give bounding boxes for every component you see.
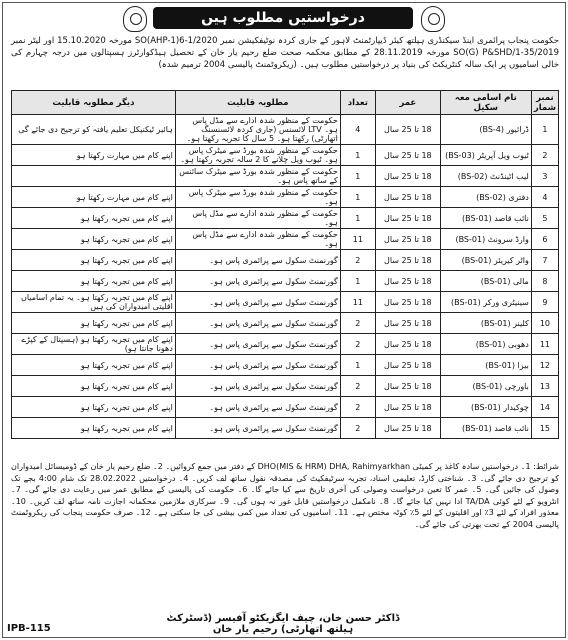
table-header-row	[12, 91, 559, 115]
serial-cell: 5	[531, 208, 558, 229]
age-cell: 18 تا 25 سال	[375, 376, 440, 397]
qualification-cell: گورنمنٹ سکول سے پرائمری پاس ہو۔	[175, 376, 340, 397]
ad-code: IPB-115	[7, 623, 51, 634]
age-cell: 18 تا 25 سال	[375, 418, 440, 439]
qualification-cell: حکومت کے منظور شدہ ادارے سے مڈل پاس ہو۔ LTV لائسنس (جاری کردہ لائسنسنگ اتھارٹی) رکھتا ہو۔ 5 سال کا تجربہ رکھتا ہو۔	[175, 115, 340, 145]
serial-cell: 13	[531, 376, 558, 397]
count-cell: 2	[340, 313, 375, 334]
intro-paragraph: حکومت پنجاب پرائمری اینڈ سیکنڈری ہیلتھ کیئر ڈیپارٹمنٹ لاہور کے جاری کردہ نوٹیفکیشن نمبر SO(AHP-1)6-1/2020 مورخہ 15.10.2020 اور لیٹر نمبر SO(G) P&SHD/1-35/2019 مورخہ 28.11.2019 کے مطابق محکمہ صحت ضلع رحیم یار خان کے تحصیل ہیڈکوارٹرز ہسپتالوں میں درجہ چہارم کی خالی اسامیوں پر ایک سالہ کنٹریکٹ کی بنیاد پر درخواستیں مطلوب ہیں۔ (ریکروٹمنٹ پالیسی 2004 ترمیم شدہ)	[11, 36, 560, 70]
count-cell: 1	[340, 166, 375, 187]
other-qualification-cell: اپنے کام میں تجربہ رکھتا ہو	[12, 355, 176, 376]
post-cell: مالی (BS-01)	[440, 271, 531, 292]
qualification-cell: گورنمنٹ سکول سے پرائمری پاس ہو۔	[175, 397, 340, 418]
page-title: درخواستیں مطلوب ہیں	[153, 7, 413, 29]
other-qualification-cell: اپنے کام میں تجربہ رکھتا ہو	[12, 271, 176, 292]
table-row	[12, 355, 559, 376]
count-cell: 1	[340, 271, 375, 292]
table-row	[12, 334, 559, 355]
advertisement-page	[2, 2, 566, 638]
qualification-cell: حکومت کے منظور شدہ بورڈ سے میٹرک سائنس کے ساتھ پاس ہو۔	[175, 166, 340, 187]
qualification-cell: گورنمنٹ سکول سے پرائمری پاس ہو۔	[175, 313, 340, 334]
vacancies-table	[11, 90, 559, 439]
post-cell: واٹر کیریئر (BS-01)	[440, 250, 531, 271]
table-row	[12, 250, 559, 271]
serial-cell: 15	[531, 418, 558, 439]
col-post: نام اسامی معہ سکیل	[440, 91, 531, 115]
qualification-cell: حکومت کے منظور شدہ ادارے سے مڈل پاس ہو۔	[175, 208, 340, 229]
other-qualification-cell	[12, 166, 176, 187]
count-cell: 2	[340, 418, 375, 439]
government-emblem-icon	[123, 6, 147, 32]
table-row	[12, 397, 559, 418]
table-row	[12, 271, 559, 292]
serial-cell: 10	[531, 313, 558, 334]
post-cell: ڈرائیور (BS-4)	[440, 115, 531, 145]
post-cell: ٹیوب ویل آپریٹر (BS-03)	[440, 145, 531, 166]
age-cell: 18 تا 25 سال	[375, 292, 440, 313]
qualification-cell: حکومت کے منظور شدہ بورڈ سے میٹرک پاس ہو۔ ٹیوب ویل چلانے کا 2 سالہ تجربہ رکھتا ہو۔	[175, 145, 340, 166]
serial-cell: 1	[531, 115, 558, 145]
post-cell: نائب قاصد (BS-01)	[440, 418, 531, 439]
post-cell: سینیٹری ورکر (BS-01)	[440, 292, 531, 313]
serial-cell: 14	[531, 397, 558, 418]
serial-cell: 4	[531, 187, 558, 208]
count-cell: 2	[340, 397, 375, 418]
serial-cell: 8	[531, 271, 558, 292]
qualification-cell: گورنمنٹ سکول سے پرائمری پاس ہو۔	[175, 355, 340, 376]
qualification-cell: گورنمنٹ سکول سے پرائمری پاس ہو۔	[175, 271, 340, 292]
post-cell: چوکیدار (BS-01)	[440, 397, 531, 418]
other-qualification-cell: اپنے کام میں مہارت رکھتا ہو	[12, 187, 176, 208]
signature: ڈاکٹر حسن خان، چیف ایگزیکٹو آفیسر (ڈسٹرکٹ ہیلتھ اتھارٹی) رحیم یار خان	[166, 613, 400, 635]
age-cell: 18 تا 25 سال	[375, 229, 440, 250]
col-age: عمر	[375, 91, 440, 115]
count-cell: 1	[340, 145, 375, 166]
other-qualification-cell: اپنے کام میں تجربہ رکھتا ہو	[12, 397, 176, 418]
other-qualification-cell: ہائیر ٹیکنیکل تعلیم یافتہ کو ترجیح دی جائے گی	[12, 115, 176, 145]
qualification-cell: گورنمنٹ سکول سے پرائمری پاس ہو۔	[175, 292, 340, 313]
age-cell: 18 تا 25 سال	[375, 115, 440, 145]
age-cell: 18 تا 25 سال	[375, 187, 440, 208]
post-cell: لیب اٹینڈنٹ (BS-02)	[440, 166, 531, 187]
other-qualification-cell: اپنے کام میں تجربہ رکھتا ہو (ہسپتال کے کپڑے دھونا جانتا ہو)	[12, 334, 176, 355]
post-cell: وارڈ سرونٹ (BS-01)	[440, 229, 531, 250]
serial-cell: 3	[531, 166, 558, 187]
qualification-cell: حکومت کے منظور شدہ ادارے سے مڈل پاس ہو۔	[175, 229, 340, 250]
age-cell: 18 تا 25 سال	[375, 208, 440, 229]
other-qualification-cell: اپنے کام میں تجربہ رکھتا ہو	[12, 376, 176, 397]
other-qualification-cell: اپنے کام میں تجربہ رکھتا ہو	[12, 229, 176, 250]
serial-cell: 12	[531, 355, 558, 376]
table-row	[12, 229, 559, 250]
post-cell: باورچی (BS-01)	[440, 376, 531, 397]
count-cell: 1	[340, 355, 375, 376]
table-row	[12, 166, 559, 187]
table-row	[12, 208, 559, 229]
serial-cell: 11	[531, 334, 558, 355]
age-cell: 18 تا 25 سال	[375, 355, 440, 376]
qualification-cell: حکومت کے منظور شدہ بورڈ سے میٹرک پاس ہو۔	[175, 187, 340, 208]
post-cell: دھوبی (BS-01)	[440, 334, 531, 355]
count-cell: 11	[340, 229, 375, 250]
other-qualification-cell: اپنے کام میں تجربہ رکھتا ہو	[12, 418, 176, 439]
other-qualification-cell: اپنے کام میں تجربہ رکھتا ہو۔ یہ تمام اسامیاں اقلیتی امیدواران کی ہیں	[12, 292, 176, 313]
table-row	[12, 313, 559, 334]
table-row	[12, 418, 559, 439]
qualification-cell: گورنمنٹ سکول سے پرائمری پاس ہو۔	[175, 334, 340, 355]
age-cell: 18 تا 25 سال	[375, 271, 440, 292]
count-cell: 2	[340, 334, 375, 355]
count-cell: 2	[340, 250, 375, 271]
table-row	[12, 115, 559, 145]
other-qualification-cell: اپنے کام میں تجربہ رکھتا ہو	[12, 250, 176, 271]
serial-cell: 6	[531, 229, 558, 250]
age-cell: 18 تا 25 سال	[375, 313, 440, 334]
serial-cell: 7	[531, 250, 558, 271]
table-row	[12, 292, 559, 313]
age-cell: 18 تا 25 سال	[375, 397, 440, 418]
age-cell: 18 تا 25 سال	[375, 166, 440, 187]
post-cell: دفتری (BS-02)	[440, 187, 531, 208]
serial-cell: 9	[531, 292, 558, 313]
age-cell: 18 تا 25 سال	[375, 145, 440, 166]
other-qualification-cell: اپنے کام میں تجربہ رکھتا ہو	[12, 208, 176, 229]
count-cell: 2	[340, 376, 375, 397]
qualification-cell: گورنمنٹ سکول سے پرائمری پاس ہو۔	[175, 418, 340, 439]
table-row	[12, 376, 559, 397]
col-count: تعداد	[340, 91, 375, 115]
count-cell: 1	[340, 208, 375, 229]
table-row	[12, 187, 559, 208]
col-serial: نمبر شمار	[531, 91, 558, 115]
table-row	[12, 145, 559, 166]
header	[3, 3, 565, 33]
conditions-text: شرائط: 1۔ درخواستیں سادہ کاغذ پر کمیٹی DHO(MIS & HRM) DHA, Rahimyarkhan کے دفتر میں جمع کروائیں۔ 2۔ ضلع رحیم یار خان کے ڈومیسائل امیدواران کو ترجیح دی جائے گی۔ 3۔ شناختی کارڈ، تعلیمی اسناد، تجربہ سرٹیفکیٹ کی مصدقہ نقول ساتھ لف کریں۔ 4۔ درخواستیں 28.02.2022 تک شام 4:00 بجے تک وصول کی جائیں گی۔ 5۔ عمر کا تعین درخواست وصولی کی آخری تاریخ سے کیا جائے گا۔ 6۔ حکومت کی پالیسی کے مطابق عمر میں رعایت دی جائے گی۔ 7۔ انٹرویو کے لئے کوئی TA/DA ادا نہیں کیا جائے گا۔ 8۔ نامکمل درخواستیں قابل غور نہ ہوں گی۔ 9۔ سرکاری ملازمین محکمانہ اجازت نامہ ساتھ لف کریں۔ 10۔ معذور افراد کے لئے 3٪ اور اقلیتوں کے لئے 5٪ کوٹہ مختص ہے۔ 11۔ اسامیوں کی تعداد میں کمی بیشی کی جا سکتی ہے۔ 12۔ صرف حکومت پنجاب کی ریکروٹمنٹ پالیسی 2004 کے تحت بھرتی کی جائے گی۔	[11, 462, 560, 529]
post-cell: نائب قاصد (BS-01)	[440, 208, 531, 229]
col-other-qualification: دیگر مطلوبہ قابلیت	[12, 91, 176, 115]
qualification-cell: گورنمنٹ سکول سے پرائمری پاس ہو۔	[175, 250, 340, 271]
other-qualification-cell: اپنے کام میں مہارت رکھتا ہو	[12, 145, 176, 166]
post-cell: بیرا (BS-01)	[440, 355, 531, 376]
government-emblem-icon	[421, 6, 445, 32]
count-cell: 4	[340, 115, 375, 145]
count-cell: 11	[340, 292, 375, 313]
age-cell: 18 تا 25 سال	[375, 334, 440, 355]
post-cell: کلینر (BS-01)	[440, 313, 531, 334]
count-cell: 1	[340, 187, 375, 208]
serial-cell: 2	[531, 145, 558, 166]
other-qualification-cell: اپنے کام میں تجربہ رکھتا ہو	[12, 313, 176, 334]
age-cell: 18 تا 25 سال	[375, 250, 440, 271]
col-qualification: مطلوبہ قابلیت	[175, 91, 340, 115]
